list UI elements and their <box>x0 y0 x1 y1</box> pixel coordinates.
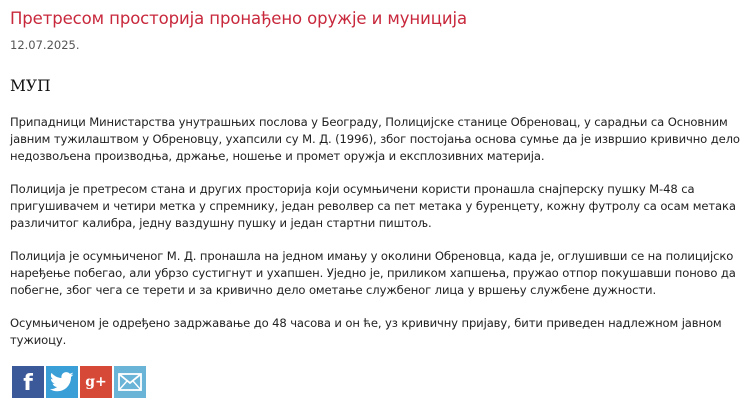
article-title: Претресом просторија пронађено оружје и муниција <box>10 9 467 28</box>
article-date: 12.07.2025. <box>10 38 80 52</box>
article-paragraph: Осумњиченом је одређено задржавање до 48 часова и он ће, уз кривичну пријаву, бити приведен надлежном јавном тужиоцу. <box>10 316 722 347</box>
article-source: МУП <box>10 77 51 95</box>
email-share-button[interactable] <box>114 366 146 398</box>
facebook-share-button[interactable] <box>12 366 44 398</box>
twitter-share-button[interactable] <box>46 366 78 398</box>
envelope-icon <box>118 373 142 391</box>
twitter-icon <box>50 372 74 392</box>
share-buttons <box>12 366 146 398</box>
article <box>10 0 742 349</box>
article-paragraph: Припадници Министарства унутрашњих послова у Београду, Полицијске станице Обреновац, у сарадњи са Основним јавним тужилаштвом у Обреновцу, ухапсили су М. Д. (1996), због постојања основа сумње да је извршио кривично дело недозвољена производња, држање, ношење и промет оружја и експлозивних материја. <box>10 115 740 163</box>
article-paragraph: Полиција је претресом стана и других просторија који осумњичени користи пронашла снајперску пушку М-48 са пригушивачем и четири метка у спремнику, један револвер са пет метака у буренцету, кожну футролу са осам метака различитог калибра, једну ваздушну пушку и један стартни пиштољ. <box>10 182 736 230</box>
google-plus-icon: g+ <box>85 374 107 390</box>
facebook-icon: f <box>23 371 33 396</box>
google-plus-share-button[interactable] <box>80 366 112 398</box>
article-paragraph: Полиција је осумњиченог М. Д. пронашла на једном имању у околини Обреновца, када је, оглушивши се на полицијско наређење побегао, али убрзо сустигнут и ухапшен. Уједно је, приликом хапшења, пружао отпор покушавши поново да побегне, због чега се терети и за кривично дело ометање службеног лица у вршењу службене дужности. <box>10 249 736 297</box>
